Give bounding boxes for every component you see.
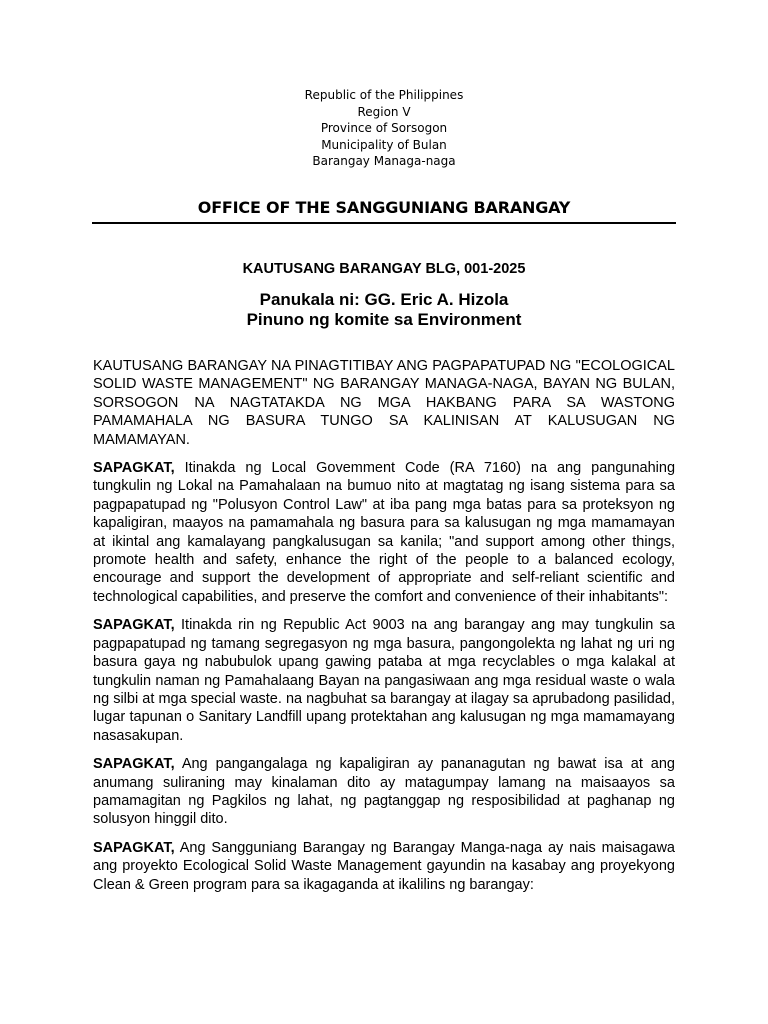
whereas-lead: SAPAGKAT, (93, 617, 175, 634)
header-line-barangay: Barangay Managa-naga (312, 154, 456, 168)
ordinance-number: KAUTUSANG BARANGAY BLG, 001-2025 (242, 261, 526, 277)
committee-line: Pinuno ng komite sa Environment (246, 310, 522, 329)
header-line-province: Province of Sorsogon (320, 121, 448, 135)
whereas-text: Ang pangangalaga ng kapaligiran ay pananagutan ng bawat isa at ang anumang suliraning may kinalaman dito ay matagumpay lamang na maisaayos sa pamamagitan ng Pagkilos ng lahat, ng pagtanggap ng resposibilidad at paghanap ng solusyon hinggil dito. (93, 756, 675, 828)
whereas-paragraph-1 (93, 459, 675, 606)
whereas-text: Itinakda rin ng Republic Act 9003 na ang barangay ang may tungkulin sa pagpapatupad ng tamang segregasyon ng mga basura, pangongolekta ng lahat ng uri ng basura gaya ng nabubulok upang gawing pataba at mga recyclables o mga kalakal at tungkulin naman ng Pamahalaang Bayan na pangasiwaan ang mga residual waste o wala ng silbi at mga special waste. na nagbuhat sa barangay at ilagay sa aprubadong pasilidad, lugar tapunan o Sanitary Landfill upang protektahan ang kalusugan ng mga mamamayang nasasakupan. (93, 617, 675, 744)
ordinance-title-paragraph: KAUTUSANG BARANGAY NA PINAGTITIBAY ANG PAGPAPATUPAD NG "ECOLOGICAL SOLID WASTE MANAGEMENT" NG BARANGAY MANAGA-NAGA, BAYAN NG BULAN, SORSOGON NA NAGTATAKDA NG MGA HAKBANG PARA SA WASTONG PAMAMAHALA NG BASURA TUNGO SA KALINISAN AT KALUSUGAN NG MAMAMAYAN. (93, 358, 675, 448)
whereas-text: Ang Sangguniang Barangay ng Barangay Manga-naga ay nais maisagawa ang proyekto Ecological Solid Waste Management gayundin na kasabay ang proyekyong Clean & Green program para sa ikagaganda at ikalilins ng barangay: (93, 839, 676, 893)
whereas-paragraph-4 (93, 839, 675, 894)
office-title: OFFICE OF THE SANGGUNIANG BARANGAY (197, 198, 571, 217)
document-body (93, 357, 675, 904)
header-divider (92, 222, 676, 224)
whereas-lead: SAPAGKAT, (93, 460, 175, 477)
whereas-text: Itinakda ng Local Govemment Code (RA 7160) na ang pangunahing tungkulin ng Lokal na Pamahalaan na bumuo nito at magtatag ng isang sistema para sa pagpapatupad ng "Polusyon Control Law" at iba pang mga batas para sa proteksyon ng kapaligiran, maayos na pamamahala ng basura para sa kalusugan ng mga mamamayan at ikintal ang kamalayang pangkalusugan sa kanila; "and support among other things, promote health and safety, enhance the right of the people to a balanced ecology, encourage and support the development of appropriate and self-reliant scientific and technological capabilities, and preserve the comfort and convenience of their inhabitants": (93, 460, 676, 605)
whereas-lead: SAPAGKAT, (93, 756, 175, 773)
header-line-region: Region V (357, 104, 411, 119)
whereas-paragraph-2 (93, 616, 675, 745)
header-line-municipality: Municipality of Bulan (321, 137, 447, 152)
whereas-lead: SAPAGKAT, (93, 839, 175, 856)
header-line-republic: Republic of the Philippines (304, 88, 464, 102)
proposer-line: Panukala ni: GG. Eric A. Hizola (259, 290, 509, 309)
proposer-block (0, 290, 768, 330)
document-header (0, 87, 768, 170)
whereas-paragraph-3 (93, 755, 675, 829)
